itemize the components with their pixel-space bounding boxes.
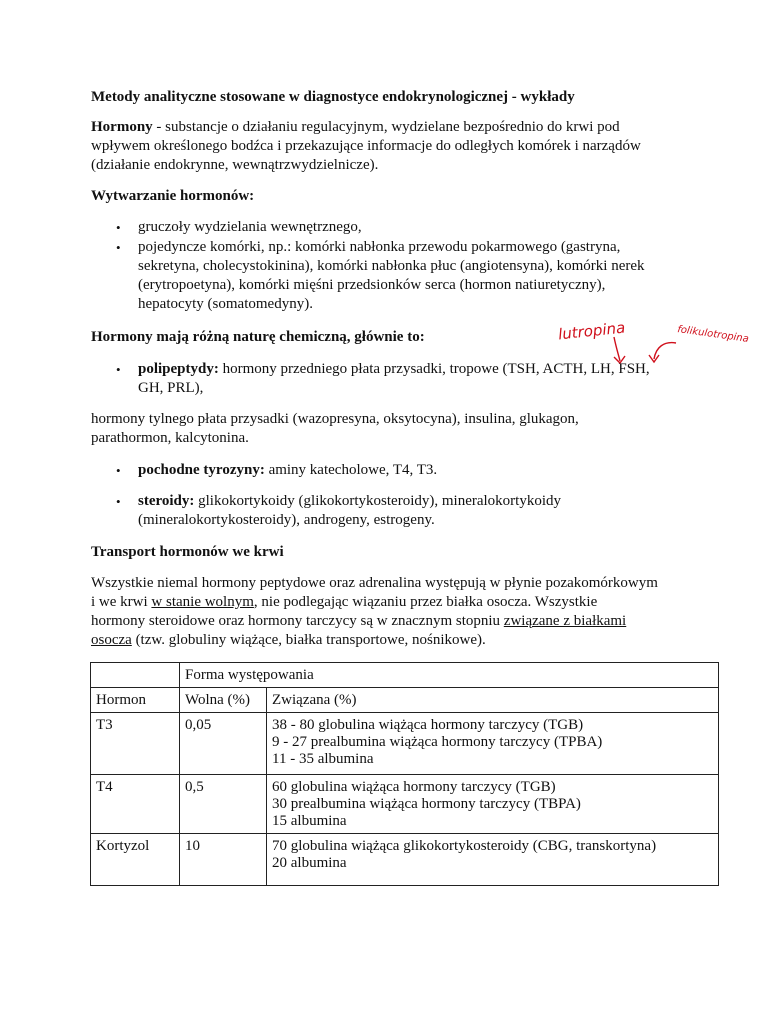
hormone-transport-table xyxy=(90,662,719,886)
transport-paragraph xyxy=(91,574,711,650)
bullet-icon: • xyxy=(116,494,121,509)
polipeptydy-term: polipeptydy: xyxy=(138,361,219,377)
cell-hormone: T3 xyxy=(91,713,180,775)
bound-line: 70 globulina wiążąca glikokortykosteroidy (CBG, transkortyna) xyxy=(272,838,657,854)
list-item xyxy=(138,218,698,237)
paragraph-line: Wszystkie niemal hormony peptydowe oraz adrenalina występują w płynie pozakomórkowym xyxy=(91,575,658,591)
tyrozyna-text: aminy katecholowe, T4, T3. xyxy=(264,462,438,478)
bullet-icon: • xyxy=(116,362,121,377)
steroidy-term: steroidy: xyxy=(138,493,195,509)
table-row xyxy=(91,775,719,834)
bound-line: 60 globulina wiążąca hormony tarczycy (TGB) xyxy=(272,779,556,795)
table-row xyxy=(91,713,719,775)
table-row xyxy=(91,834,719,886)
cell-bound xyxy=(267,775,719,834)
document-title: Metody analityczne stosowane w diagnostyce endokrynologicznej - wykłady xyxy=(91,89,575,105)
steroidy-text: glikokortykoidy (glikokortykosteroidy), mineralokortykoidy xyxy=(194,493,562,509)
underlined-phrase: osocza xyxy=(91,632,132,648)
list-item-line: pojedyncze komórki, np.: komórki nabłonka przewodu pokarmowego (gastryna, xyxy=(138,239,621,255)
list-item-line: hepatocyty (somatomedyny). xyxy=(138,296,313,312)
bound-line: 9 - 27 prealbumina wiążąca hormony tarczycy (TPBA) xyxy=(272,734,603,750)
bound-line: 20 albumina xyxy=(272,855,347,871)
list-item-line: gruczoły wydzielania wewnętrznego, xyxy=(138,219,362,235)
tyrozyna-term: pochodne tyrozyny: xyxy=(138,462,265,478)
bound-line: 30 prealbumina wiążąca hormony tarczycy (TBPA) xyxy=(272,796,581,812)
handwritten-note-folikulotropina: folikulotropina xyxy=(676,324,750,345)
hormone-definition xyxy=(91,118,691,175)
definition-term: Hormony xyxy=(91,119,153,135)
group-header-cell: Forma występowania xyxy=(180,663,719,688)
list-item xyxy=(138,461,698,480)
paragraph-line: parathormon, kalcytonina. xyxy=(91,430,249,446)
header-cell-hormon: Hormon xyxy=(91,688,180,713)
bullet-icon: • xyxy=(116,220,121,235)
definition-line-3: (działanie endokrynne, wewnątrzwydzielnicze). xyxy=(91,157,379,173)
underlined-phrase: związane z białkami xyxy=(503,613,627,629)
list-item-line xyxy=(138,492,698,511)
bound-line: 38 - 80 globulina wiążąca hormony tarczycy (TGB) xyxy=(272,717,584,733)
list-item xyxy=(138,238,698,314)
transport-heading: Transport hormonów we krwi xyxy=(91,544,284,560)
chemistry-heading: Hormony mają różną naturę chemiczną, głównie to: xyxy=(91,329,425,345)
list-item-line: (mineralokortykosteroidy), androgeny, estrogeny. xyxy=(138,512,435,528)
paragraph-fragment: , nie podlegając wiązaniu przez białka osocza. Wszystkie xyxy=(253,594,598,610)
list-item xyxy=(138,492,698,530)
list-item-line: sekretyna, cholecystokinina), komórki nabłonka płuc (angiotensyna), komórki nerek xyxy=(138,258,645,274)
table-header-row xyxy=(91,688,719,713)
cell-bound xyxy=(267,713,719,775)
list-item-line xyxy=(138,461,698,480)
bullet-icon: • xyxy=(116,463,121,478)
table-cell xyxy=(91,663,180,688)
paragraph-line: hormony tylnego płata przysadki (wazopresyna, oksytocyna), insulina, glukagon, xyxy=(91,411,579,427)
cell-hormone: Kortyzol xyxy=(91,834,180,886)
cell-free: 0,5 xyxy=(180,775,267,834)
header-cell-wolna: Wolna (%) xyxy=(180,688,267,713)
paragraph-fragment: hormony steroidowe oraz hormony tarczycy są w znacznym stopniu xyxy=(91,613,504,629)
list-item-line: (erytropoetyna), komórki mięśni przedsionków serca (hormon natiuretyczny), xyxy=(138,277,606,293)
underlined-phrase: w stanie wolnym xyxy=(151,594,254,610)
bullet-icon: • xyxy=(116,240,121,255)
table-group-header-row xyxy=(91,663,719,688)
bound-line: 11 - 35 albumina xyxy=(272,751,374,767)
list-item-line: GH, PRL), xyxy=(138,380,204,396)
bound-line: 15 albumina xyxy=(272,813,347,829)
cell-hormone: T4 xyxy=(91,775,180,834)
cell-free: 10 xyxy=(180,834,267,886)
cell-free: 0,05 xyxy=(180,713,267,775)
production-heading: Wytwarzanie hormonów: xyxy=(91,188,255,204)
paragraph-fragment: i we krwi xyxy=(91,594,152,610)
paragraph-fragment: (tzw. globuliny wiążące, białka transportowe, nośnikowe). xyxy=(131,632,486,648)
definition-line-2: wpływem określonego bodźca i przekazujące informacje do odległych komórek i narządów xyxy=(91,138,641,154)
handwritten-note-lutropina: lutropina xyxy=(557,318,627,344)
posterior-pituitary-paragraph xyxy=(91,410,691,448)
polipeptydy-text: hormony przedniego płata przysadki, tropowe (TSH, ACTH, LH, FSH, xyxy=(218,361,650,377)
header-cell-zwiazana: Związana (%) xyxy=(267,688,719,713)
definition-line-1: - substancje o działaniu regulacyjnym, wydzielane bezpośrednio do krwi pod xyxy=(152,119,620,135)
list-item-line xyxy=(138,360,698,379)
cell-bound xyxy=(267,834,719,886)
list-item xyxy=(138,360,698,398)
